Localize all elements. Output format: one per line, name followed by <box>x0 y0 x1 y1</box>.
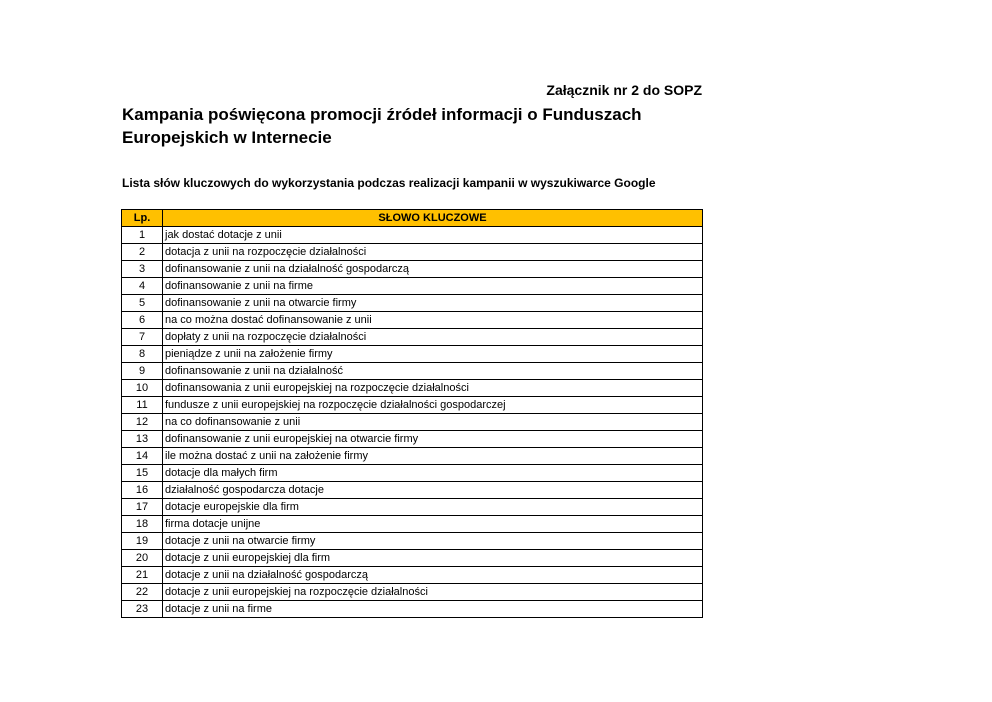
row-keyword: dofinansowanie z unii na firme <box>163 278 703 295</box>
row-keyword: na co dofinansowanie z unii <box>163 414 703 431</box>
table-row <box>122 601 703 618</box>
row-keyword: dopłaty z unii na rozpoczęcie działalności <box>163 329 703 346</box>
row-number: 16 <box>122 482 163 499</box>
row-number: 3 <box>122 261 163 278</box>
row-number: 13 <box>122 431 163 448</box>
row-number: 7 <box>122 329 163 346</box>
table-row <box>122 533 703 550</box>
row-number: 6 <box>122 312 163 329</box>
row-keyword: dofinansowanie z unii na działalność gospodarczą <box>163 261 703 278</box>
row-keyword: dofinansowanie z unii na działalność <box>163 363 703 380</box>
row-number: 8 <box>122 346 163 363</box>
row-number: 4 <box>122 278 163 295</box>
table-row <box>122 567 703 584</box>
table-row <box>122 448 703 465</box>
row-number: 18 <box>122 516 163 533</box>
row-number: 14 <box>122 448 163 465</box>
row-keyword: dofinansowania z unii europejskiej na rozpoczęcie działalności <box>163 380 703 397</box>
row-number: 10 <box>122 380 163 397</box>
table-row <box>122 346 703 363</box>
row-number: 15 <box>122 465 163 482</box>
row-number: 2 <box>122 244 163 261</box>
table-row <box>122 584 703 601</box>
document-subtitle: Lista słów kluczowych do wykorzystania podczas realizacji kampanii w wyszukiwarce Google <box>122 176 656 190</box>
row-keyword: na co można dostać dofinansowanie z unii <box>163 312 703 329</box>
table-row <box>122 261 703 278</box>
table-row <box>122 244 703 261</box>
header-keyword: SŁOWO KLUCZOWE <box>163 210 703 227</box>
row-keyword: dotacja z unii na rozpoczęcie działalności <box>163 244 703 261</box>
row-number: 19 <box>122 533 163 550</box>
table-row <box>122 329 703 346</box>
table-row <box>122 516 703 533</box>
keyword-table <box>121 209 703 618</box>
row-number: 1 <box>122 227 163 244</box>
row-keyword: pieniądze z unii na założenie firmy <box>163 346 703 363</box>
row-keyword: dotacje z unii europejskiej na rozpoczęcie działalności <box>163 584 703 601</box>
header-lp: Lp. <box>122 210 163 227</box>
table-row <box>122 482 703 499</box>
row-number: 5 <box>122 295 163 312</box>
row-keyword: dofinansowanie z unii europejskiej na otwarcie firmy <box>163 431 703 448</box>
row-number: 20 <box>122 550 163 567</box>
table-row <box>122 227 703 244</box>
table-row <box>122 363 703 380</box>
table-row <box>122 414 703 431</box>
row-keyword: firma dotacje unijne <box>163 516 703 533</box>
row-keyword: dofinansowanie z unii na otwarcie firmy <box>163 295 703 312</box>
row-keyword: dotacje dla małych firm <box>163 465 703 482</box>
row-keyword: dotacje z unii na działalność gospodarczą <box>163 567 703 584</box>
row-number: 17 <box>122 499 163 516</box>
table-row <box>122 397 703 414</box>
table-row <box>122 550 703 567</box>
table-row <box>122 380 703 397</box>
table-header-row <box>122 210 703 227</box>
annex-label: Załącznik nr 2 do SOPZ <box>546 82 702 98</box>
document-title: Kampania poświęcona promocji źródeł informacji o Funduszach Europejskich w Internecie <box>122 105 642 147</box>
table-row <box>122 499 703 516</box>
row-number: 21 <box>122 567 163 584</box>
row-keyword: dotacje z unii na firme <box>163 601 703 618</box>
row-keyword: dotacje europejskie dla firm <box>163 499 703 516</box>
row-keyword: dotacje z unii europejskiej dla firm <box>163 550 703 567</box>
row-keyword: jak dostać dotacje z unii <box>163 227 703 244</box>
table-row <box>122 431 703 448</box>
row-number: 9 <box>122 363 163 380</box>
table-row <box>122 465 703 482</box>
table-row <box>122 312 703 329</box>
row-number: 22 <box>122 584 163 601</box>
row-number: 23 <box>122 601 163 618</box>
row-keyword: fundusze z unii europejskiej na rozpoczęcie działalności gospodarczej <box>163 397 703 414</box>
row-keyword: działalność gospodarcza dotacje <box>163 482 703 499</box>
table-row <box>122 295 703 312</box>
table-row <box>122 278 703 295</box>
row-keyword: dotacje z unii na otwarcie firmy <box>163 533 703 550</box>
row-number: 11 <box>122 397 163 414</box>
row-number: 12 <box>122 414 163 431</box>
row-keyword: ile można dostać z unii na założenie firmy <box>163 448 703 465</box>
